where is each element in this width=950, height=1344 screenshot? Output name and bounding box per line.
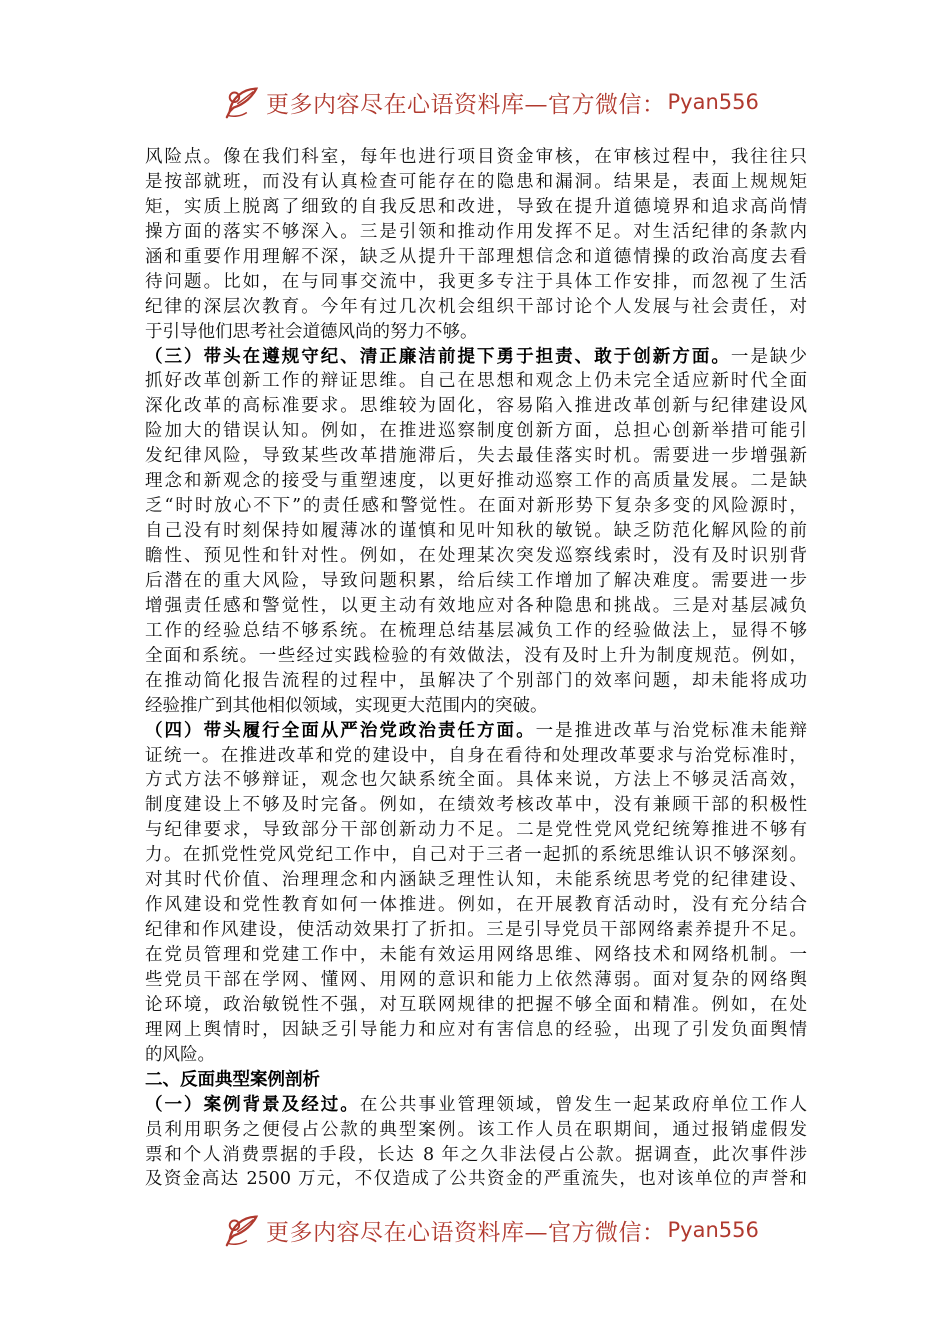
line-text: 在公共事业管理领域，曾发生一起某政府单位工作人 xyxy=(359,1094,807,1115)
line-text: 一是缺少 xyxy=(730,346,807,367)
body-text-line xyxy=(145,544,807,569)
body-text-line xyxy=(145,893,807,918)
line-text: 一是推进改革与治党标准未能辩 xyxy=(535,720,807,741)
quill-logo-icon xyxy=(224,1211,262,1249)
line-text: 于引导他们思考社会道德风尚的努力不够。 xyxy=(145,321,478,342)
line-text: 作风建设和党性教育如何一体推进。例如，在开展教育活动时，没有充分结合 xyxy=(145,895,807,916)
body-text-line xyxy=(145,145,807,170)
body-text-line xyxy=(145,968,807,993)
line-text: 矩，实质上脱离了细致的自我反思和改进，导致在提升道德境界和追求高尚情 xyxy=(145,196,807,217)
line-text: 力。在抓党性党风党纪工作中，自己对于三者一起抓的系统思维认识不够深刻。 xyxy=(145,845,807,866)
body-text-line xyxy=(145,619,807,644)
body-text-line xyxy=(145,270,807,295)
body-text-line xyxy=(145,369,807,394)
body-text-line xyxy=(145,1018,807,1043)
line-text: 全面和系统。一些经过实践检验的有效做法，没有及时上升为制度规范。例如， xyxy=(145,645,807,666)
body-text-line xyxy=(145,694,807,719)
line-text: 证统一。在推进改革和党的建设中，自身在看待和处理改革要求与治党标准时， xyxy=(145,745,807,766)
quill-logo-icon xyxy=(224,83,262,121)
line-text: 涵和重要作用理解不深，缺乏从提升干部理想信念和道德情操的政治高度去看 xyxy=(145,246,807,267)
body-text-line xyxy=(145,469,807,494)
body-text-line xyxy=(145,195,807,220)
body-text-line xyxy=(145,793,807,818)
section-heading-line xyxy=(145,719,807,744)
line-text: 深化改革的高标准要求。思维较为固化，容易陷入推进改革创新与纪律建设风 xyxy=(145,396,807,417)
line-text: 理网上舆情时，因缺乏引导能力和应对有害信息的经验，出现了引发负面舆情 xyxy=(145,1019,807,1040)
document-body xyxy=(145,145,807,1192)
body-text-line xyxy=(145,1167,807,1192)
line-text: 是按部就班，而没有认真检查可能存在的隐患和漏洞。结果是，表面上规规矩 xyxy=(145,171,807,192)
bold-heading: 二、反面典型案例剖析 xyxy=(145,1069,320,1090)
line-text: 后潜在的重大风险，导致问题积累，给后续工作增加了解决难度。需要进一步 xyxy=(145,570,807,591)
body-text-line xyxy=(145,868,807,893)
line-text: 增强责任感和警觉性，以更主动有效地应对各种隐患和挑战。三是对基层减负 xyxy=(145,595,807,616)
body-text-line xyxy=(145,320,807,345)
body-text-line xyxy=(145,295,807,320)
body-text-line xyxy=(145,594,807,619)
body-text-line xyxy=(145,818,807,843)
banner-wechat-id: Pyan556 xyxy=(667,1218,759,1242)
body-text-line xyxy=(145,419,807,444)
header-banner xyxy=(224,82,759,122)
line-text: 论环境，政治敏锐性不强，对互联网规律的把握不够全面和精准。例如，在处 xyxy=(145,994,807,1015)
body-text-line xyxy=(145,494,807,519)
line-text: 发纪律风险，导致某些改革措施滞后，失去最佳落实时机。需要进一步增强新 xyxy=(145,446,807,467)
body-text-line xyxy=(145,519,807,544)
line-text: 票和个人消费票据的手段，长达 8 年之久非法侵占公款。据调查，此次事件涉 xyxy=(145,1144,807,1165)
line-text: 瞻性、预见性和针对性。例如，在处理某次突发巡察线索时，没有及时识别背 xyxy=(145,546,807,566)
body-text-line xyxy=(145,1143,807,1168)
banner-text: 更多内容尽在心语资料库—官方微信： xyxy=(266,1219,666,1246)
line-text: 经验推广到其他相似领域，实现更大范围内的突破。 xyxy=(145,695,548,716)
body-text-line xyxy=(145,245,807,270)
line-text: 的风险。 xyxy=(145,1044,215,1065)
body-text-line xyxy=(145,1118,807,1143)
line-text: 对其时代价值、治理理念和内涵缺乏理性认知，未能系统思考党的纪律建设、 xyxy=(145,870,807,891)
line-text: 操方面的落实不够深入。三是引领和推动作用发挥不足。对生活纪律的条款内 xyxy=(145,221,807,242)
body-text-line xyxy=(145,444,807,469)
body-text-line xyxy=(145,220,807,245)
body-text-line xyxy=(145,843,807,868)
line-text: 待问题。比如，在与同事交流中，我更多专注于具体工作安排，而忽视了生活 xyxy=(145,271,807,292)
section-heading-line xyxy=(145,345,807,370)
banner-wechat-id: Pyan556 xyxy=(667,90,759,114)
body-text-line xyxy=(145,918,807,943)
body-text-line xyxy=(145,669,807,694)
line-text: 在党员管理和党建工作中，未能有效运用网络思维、网络技术和网络机制。一 xyxy=(145,945,807,965)
body-text-line xyxy=(145,943,807,968)
line-text: 与纪律要求，导致部分干部创新动力不足。二是党性党风党纪统筹推进不够有 xyxy=(145,820,807,841)
body-text-line xyxy=(145,768,807,793)
line-text: 制度建设上不够及时完备。例如，在绩效考核改革中，没有兼顾干部的积极性 xyxy=(145,795,807,816)
line-text: 纪律的深层次教育。今年有过几次机会组织干部讨论个人发展与社会责任，对 xyxy=(145,296,807,317)
line-text: 理念和新观念的接受与重塑速度，以更好推动巡察工作的高质量发展。二是缺 xyxy=(145,471,807,492)
line-text: 方式方法不够辩证，观念也欠缺系统全面。具体来说，方法上不够灵活高效， xyxy=(145,770,807,791)
banner-text: 更多内容尽在心语资料库—官方微信： xyxy=(266,91,666,118)
line-text: 及资金高达 2500 万元，不仅造成了公共资金的严重流失，也对该单位的声誉和 xyxy=(145,1169,807,1190)
line-text: 些党员干部在学网、懂网、用网的意识和能力上依然薄弱。面对复杂的网络舆 xyxy=(145,969,807,990)
body-text-line xyxy=(145,744,807,769)
body-text-line xyxy=(145,1043,807,1068)
body-text-line xyxy=(145,394,807,419)
bold-heading: （一）案例背景及经过。 xyxy=(145,1094,360,1115)
line-text: 员利用职务之便侵占公款的典型案例。该工作人员在职期间，通过报销虚假发 xyxy=(145,1119,807,1140)
section-heading-line xyxy=(145,1068,807,1093)
line-text: 风险点。像在我们科室，每年也进行项目资金审核，在审核过程中，我往往只 xyxy=(145,147,807,167)
body-text-line xyxy=(145,644,807,669)
bold-heading: （四）带头履行全面从严治党政治责任方面。 xyxy=(145,720,536,741)
footer-banner xyxy=(224,1210,759,1250)
line-text: 在推动简化报告流程的过程中，虽解决了个别部门的效率问题，却未能将成功 xyxy=(145,670,807,691)
body-text-line xyxy=(145,569,807,594)
body-text-line xyxy=(145,993,807,1018)
line-text: 工作的经验总结不够系统。在梳理总结基层减负工作的经验做法上，显得不够 xyxy=(145,620,807,641)
line-text: 抓好改革创新工作的辩证思维。自己在思想和观念上仍未完全适应新时代全面 xyxy=(145,371,807,392)
body-text-line xyxy=(145,170,807,195)
line-text: 自己没有时刻保持如履薄冰的谨慎和见叶知秋的敏锐。缺乏防范化解风险的前 xyxy=(145,521,807,542)
line-text: 乏“时时放心不下”的责任感和警觉性。在面对新形势下复杂多变的风险源时， xyxy=(145,496,807,517)
bold-heading: （三）带头在遵规守纪、清正廉洁前提下勇于担责、敢于创新方面。 xyxy=(145,346,731,367)
line-text: 险加大的错误认知。例如，在推进巡察制度创新方面，总担心创新举措可能引 xyxy=(145,421,807,442)
section-heading-line xyxy=(145,1093,807,1118)
line-text: 纪律和作风建设，使活动效果打了折扣。三是引导党员干部网络素养提升不足。 xyxy=(145,920,807,941)
